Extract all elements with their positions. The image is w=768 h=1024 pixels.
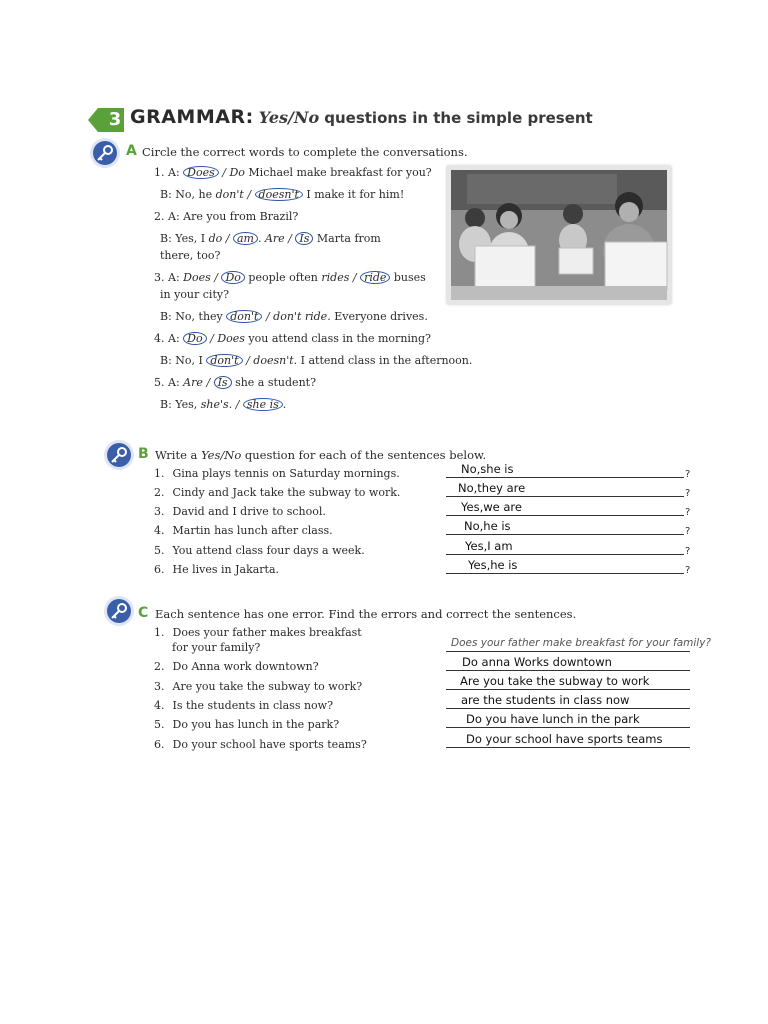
answer-line — [446, 477, 684, 478]
circled-answer: Does — [183, 166, 219, 179]
separator: / — [210, 271, 222, 284]
sentence-text: Are you from Brazil? — [183, 210, 299, 223]
title-grammar: GRAMMAR: — [130, 106, 254, 128]
classroom-photo — [447, 166, 671, 304]
a-q4-line-b — [160, 354, 472, 368]
sentence-text: Yes, — [175, 398, 201, 411]
option: doesn't — [253, 354, 294, 367]
c-sentence — [154, 660, 319, 674]
a-q3-line-a — [154, 271, 426, 285]
option: don't ride — [273, 310, 328, 323]
handwritten-answer[interactable]: No,they are — [458, 481, 526, 495]
item-number: 5. — [154, 718, 165, 731]
sentence-text: Do your school have sports teams? — [172, 738, 367, 751]
section-a-letter: A — [126, 143, 137, 159]
speaker-label: A: — [168, 271, 180, 284]
sentence-text: she a student? — [231, 376, 316, 389]
a-q3-line-b — [160, 310, 428, 324]
b-sentence — [154, 563, 279, 577]
speaker-label: A: — [168, 166, 180, 179]
handwritten-answer[interactable]: are the students in class now — [461, 693, 630, 707]
circled-answer: don't — [206, 354, 242, 367]
key-icon — [104, 596, 134, 626]
separator: . / — [228, 398, 243, 411]
instruction-text: question for each of the sentences below. — [241, 448, 487, 462]
answer-line — [446, 727, 690, 728]
handwritten-answer[interactable]: No,he is — [464, 519, 511, 533]
sentence-text: Do you has lunch in the park? — [172, 718, 340, 731]
speaker-label: B: — [160, 354, 172, 367]
sentence-text: you attend class in the morning? — [244, 332, 431, 345]
separator: / — [222, 232, 233, 245]
speaker-label: A: — [168, 210, 180, 223]
section-c-instruction: Each sentence has one error. Find the errors and correct the sentences. — [155, 607, 577, 621]
sentence-text: Are you take the subway to work? — [172, 680, 363, 693]
c-sentence — [154, 738, 367, 752]
item-number: 2. — [154, 660, 165, 673]
c-sentence — [154, 699, 333, 713]
instruction-emphasis: Yes/No — [201, 448, 242, 462]
sentence-text: I make it for him! — [302, 188, 405, 201]
instruction-text: Write a — [155, 448, 202, 462]
separator: / — [262, 310, 274, 323]
item-number: 5. — [154, 376, 165, 389]
a-q3-line-a-cont: in your city? — [160, 288, 229, 301]
speaker-label: B: — [160, 398, 172, 411]
sentence-text: Do Anna work downtown? — [172, 660, 319, 673]
sentence-text: No, he — [175, 188, 216, 201]
b-sentence — [154, 486, 400, 500]
handwritten-answer[interactable]: Do anna Works downtown — [462, 655, 612, 669]
a-q5-line-b — [160, 398, 286, 412]
sentence-text: . I attend class in the afternoon. — [293, 354, 473, 367]
sentence-text: No, they — [175, 310, 227, 323]
item-number: 4. — [154, 332, 165, 345]
speaker-label: B: — [160, 232, 172, 245]
sentence-text: Gina plays tennis on Saturday mornings. — [172, 467, 400, 480]
option: Do — [229, 166, 245, 179]
question-mark: ? — [685, 469, 691, 480]
answer-line — [446, 496, 684, 497]
sentence-text-cont: for your family? — [172, 641, 261, 654]
separator: / — [243, 188, 255, 201]
option: do — [208, 232, 223, 245]
speaker-label: B: — [160, 310, 172, 323]
sentence-text: Yes, I — [175, 232, 209, 245]
page-title — [130, 106, 593, 128]
item-number: 4. — [154, 699, 165, 712]
separator: / — [202, 376, 214, 389]
b-sentence — [154, 524, 333, 538]
circled-answer: Do — [183, 332, 206, 345]
circled-answer: Is — [295, 232, 313, 245]
circled-answer: ride — [360, 271, 390, 284]
option: Are — [264, 232, 285, 245]
section-b-instruction — [155, 448, 486, 462]
answer-line — [446, 670, 690, 671]
answer-line — [446, 515, 684, 516]
separator: / — [242, 354, 254, 367]
c-sentence — [154, 680, 362, 694]
section-c-letter: C — [138, 605, 149, 621]
answer-line — [446, 651, 690, 652]
a-q1-line-a — [154, 166, 432, 180]
a-q2-line-b — [160, 232, 381, 246]
sentence-text: . — [282, 398, 287, 411]
handwritten-answer[interactable]: Yes,I am — [465, 539, 513, 553]
option: rides — [321, 271, 350, 284]
title-rest: questions in the simple present — [324, 109, 593, 127]
key-icon — [104, 440, 134, 470]
answer-line — [446, 747, 690, 748]
speaker-label: A: — [168, 332, 180, 345]
circled-answer: am — [233, 232, 258, 245]
section-b-letter: B — [138, 446, 149, 462]
sentence-text: He lives in Jakarta. — [172, 563, 280, 576]
sentence-text: Is the students in class now? — [172, 699, 333, 712]
circled-answer: doesn't — [255, 188, 303, 201]
answer-line — [446, 554, 684, 555]
a-q4-line-a — [154, 332, 431, 346]
speaker-label: A: — [168, 376, 180, 389]
sentence-text: You attend class four days a week. — [172, 544, 365, 557]
answer-line — [446, 573, 684, 574]
item-number: 3. — [154, 271, 165, 284]
item-number: 5. — [154, 544, 165, 557]
title-yesno: Yes/No — [258, 108, 320, 127]
question-mark: ? — [685, 546, 691, 557]
a-q2-line-b-cont: there, too? — [160, 249, 221, 262]
sentence-text: Cindy and Jack take the subway to work. — [172, 486, 401, 499]
item-number: 3. — [154, 505, 165, 518]
question-mark: ? — [685, 526, 691, 537]
option: Are — [183, 376, 203, 389]
handwritten-answer[interactable]: Yes,we are — [461, 500, 522, 514]
a-q2-line-a — [154, 210, 298, 224]
question-mark: ? — [685, 565, 691, 576]
item-number: 3. — [154, 680, 165, 693]
question-mark: ? — [685, 507, 691, 518]
item-number: 2. — [154, 210, 165, 223]
option: she's — [200, 398, 229, 411]
sentence-text: Michael make breakfast for you? — [244, 166, 432, 179]
a-q1-line-b — [160, 188, 404, 202]
section-a-instruction: Circle the correct words to complete the conversations. — [142, 145, 468, 159]
item-number: 2. — [154, 486, 165, 499]
sentence-text: buses — [390, 271, 426, 284]
sentence-text: Does your father makes breakfast — [172, 626, 362, 639]
b-sentence — [154, 467, 400, 481]
separator: . — [257, 232, 265, 245]
separator: / — [349, 271, 361, 284]
handwritten-answer[interactable]: Do your school have sports teams — [466, 732, 663, 746]
option: Does — [217, 332, 245, 345]
answer-line — [446, 689, 690, 690]
circled-answer: Do — [221, 271, 244, 284]
c-sentence — [154, 718, 339, 732]
answer-line — [446, 708, 690, 709]
item-number: 6. — [154, 563, 165, 576]
item-number: 1. — [154, 626, 165, 639]
item-number: 1. — [154, 467, 165, 480]
a-q5-line-a — [154, 376, 316, 390]
item-number: 6. — [154, 738, 165, 751]
handwritten-answer[interactable]: Are you take the subway to work — [460, 674, 650, 688]
question-mark: ? — [685, 488, 691, 499]
section-number: 3 — [108, 109, 122, 130]
sentence-text: Marta from — [313, 232, 381, 245]
handwritten-answer[interactable]: Do you have lunch in the park — [466, 712, 640, 726]
sentence-text: . Everyone drives. — [327, 310, 428, 323]
option: don't — [215, 188, 244, 201]
circled-answer: Is — [214, 376, 232, 389]
speaker-label: B: — [160, 188, 172, 201]
item-number: 4. — [154, 524, 165, 537]
circled-answer: she is — [243, 398, 283, 411]
answer-line — [446, 534, 684, 535]
circled-answer: don't — [226, 310, 262, 323]
separator: / — [206, 332, 218, 345]
sentence-text: Martin has lunch after class. — [172, 524, 333, 537]
separator: / — [284, 232, 296, 245]
option: Does — [183, 271, 211, 284]
sentence-text: David and I drive to school. — [172, 505, 326, 518]
b-sentence — [154, 544, 365, 558]
separator: / — [218, 166, 230, 179]
item-number: 1. — [154, 166, 165, 179]
handwritten-answer[interactable]: No,she is — [461, 462, 514, 476]
key-icon — [90, 138, 120, 168]
example-answer: Does your father make breakfast for your family? — [451, 637, 711, 649]
sentence-text: people often — [244, 271, 322, 284]
handwritten-answer[interactable]: Yes,he is — [468, 558, 518, 572]
sentence-text: No, I — [175, 354, 207, 367]
b-sentence — [154, 505, 326, 519]
c-sentence — [154, 626, 362, 640]
